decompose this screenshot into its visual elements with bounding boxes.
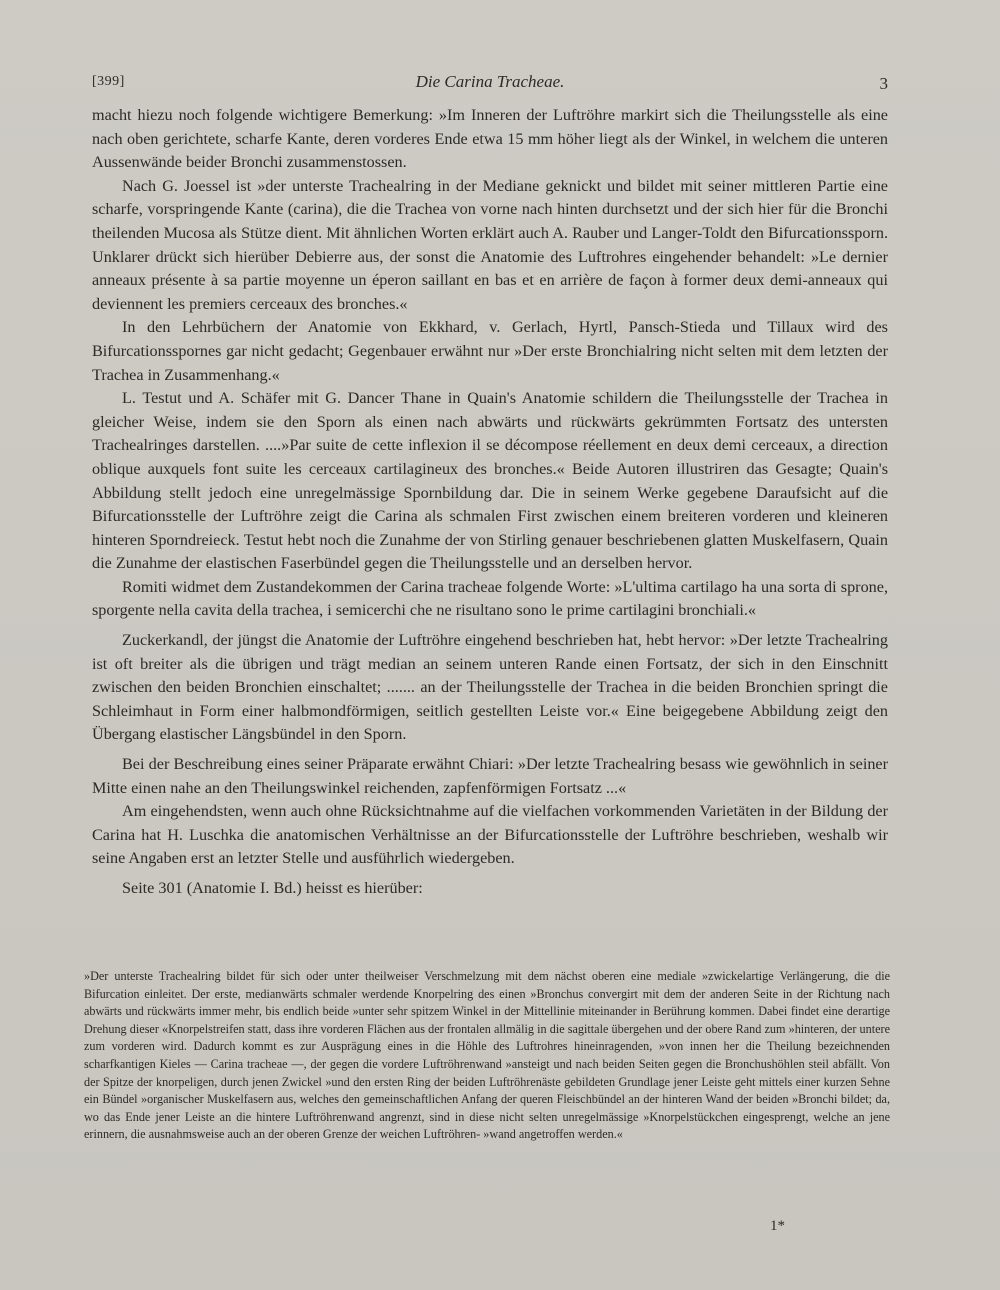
paragraph-6: Zuckerkandl, der jüngst die Anatomie der Luftröhre eingehend beschrieben hat, hebt hervor: »Der letzte Trachealring ist oft breiter als die übrigen und trägt median an seinem unteren Rande einen Fortsatz, der sich in den Einschnitt zwischen den beiden Bronchien einschaltet; ....... an der Theilungsstelle der Trachea in die beiden Bronchien springt die Schleimhaut in Form einer halbmondförmigen, seitlich gestellten Leiste vor.« Eine beigegebene Abbildung zeigt den Übergang elastischer Längsbündel in den Sporn. bbox=[92, 631, 888, 744]
page-reference: [399] bbox=[92, 74, 125, 89]
paragraph-9: Seite 301 (Anatomie I. Bd.) heisst es hierüber: bbox=[122, 879, 423, 897]
paragraph-7: Bei der Beschreibung eines seiner Präparate erwähnt Chiari: »Der letzte Trachealring besass wie gewöhnlich in seiner Mitte einen nahe an den Theilungswinkel reichenden, zapfenförmigen Fortsatz ...« bbox=[92, 755, 888, 797]
signature-mark: 1* bbox=[770, 1218, 785, 1234]
page-number: 3 bbox=[879, 74, 888, 93]
body-text bbox=[92, 104, 888, 901]
paragraph-5: Romiti widmet dem Zustandekommen der Carina tracheae folgende Worte: »L'ultima cartilago ha una sorta di sprone, sporgente nella cavita della trachea, i semicerchi che ne risultano sono le prime cartilagini bronchiali.« bbox=[92, 577, 888, 620]
paragraph-3: In den Lehrbüchern der Anatomie von Ekkhard, v. Gerlach, Hyrtl, Pansch-Stieda und Tillaux wird des Bifurcationsspornes gar nicht gedacht; Gegenbauer erwähnt nur »Der erste Bronchialring nicht selten mit dem letzten der Trachea in Zusammenhang.« bbox=[92, 318, 888, 384]
paragraph-8: Am eingehendsten, wenn auch ohne Rücksichtnahme auf die vielfachen vorkommenden Varietäten in der Bildung der Carina hat H. Luschka die anatomischen Verhältnisse an der Bifurcationsstelle der Luftröhre beschrieben, weshalb wir seine Angaben erst an letzter Stelle und ausführlich wiedergeben. bbox=[92, 802, 888, 868]
block-quote bbox=[84, 968, 890, 1144]
quote-text: »Der unterste Trachealring bildet für sich oder unter theilweiser Verschmelzung mit dem nächst oberen eine mediale »zwickelartige Verlängerung, die die Bifurcation einleitet. Der erste, medianwärts schmaler werdende Knorpelring des einen »Bronchus convergirt mit dem der anderen Seite in der Richtung nach abwärts und rückwärts immer mehr, bis endlich beide »unter sehr spitzem Winkel in der Mittellinie miteinander in Berührung kommen. Dabei findet eine derartige Drehung dieser «Knorpelstreifen statt, dass ihre vorderen Flächen aus der frontalen allmälig in die sagittale übergehen und der obere Rand zum »hinteren, der untere zum vorderen wird. Dadurch kommt es zur Ausprägung eines in die Höhle des Luftrohres hineinragenden, »von innen her die Theilung bezeichnenden scharfkantigen Kieles — Carina tracheae —, der gegen die vordere Luftröhrenwand »ansteigt und nach beiden Seiten gegen die Bronchushöhlen steil abfällt. Von der Spitze der knorpeligen, durch jenen Zwickel »und den ersten Ring der beiden Luftröhrenäste gebildeten Grundlage jener Leiste geht mittels einer kurzen Sehne ein Bündel »organischer Muskelfasern aus, welches den gemeinschaftlichen Anfang der queren Fleischbündel an der hinteren Wand der beiden »Bronchi bildet; da, wo das Ende jener Leiste an die hintere Luftröhrenwand angrenzt, sind in diese nicht selten unregelmässige »Knorpelstückchen eingesprengt, welche an jene erinnern, die ausnahmsweise auch an der oberen Grenze der weichen Luftröhren- »wand angetroffen werden.« bbox=[84, 969, 890, 1142]
paragraph-4: L. Testut und A. Schäfer mit G. Dancer Thane in Quain's Anatomie schildern die Theilungsstelle der Trachea in gleicher Weise, indem sie den Sporn als einen nach abwärts und rückwärts gekrümmten Fortsatz des untersten Trachealringes darstellen. ....»Par suite de cette inflexion il se décompose réellement en deux demi cerceaux, a direction oblique auxquels font suite les cerceaux cartilagineux des bronches.« Beide Autoren illustriren das Gesagte; Quain's Abbildung stellt jedoch eine unregelmässige Spornbildung dar. Die in seinem Werke gegebene Daraufsicht auf die Bifurcationsstelle der Luftröhre zeigt die Carina als schmalen First zwischen einem breiteren vorderen und kleineren hinteren Sporndreieck. Testut hebt noch die Zunahme der von Stirling genauer beschriebenen glatten Muskelfasern, Quain die Zunahme der elastischen Faserbündel gegen die Theilungsstelle und an derselben hervor. bbox=[92, 389, 888, 573]
paragraph-2: Nach G. Joessel ist »der unterste Trachealring in der Mediane geknickt und bildet mit seiner mittleren Partie eine scharfe, vorspringende Kante (carina), die die Trachea von vorne nach hinten durchsetzt und der sich hier für die Bronchi theilenden Mucosa als Stütze dient. Mit ähnlichen Worten erklärt auch A. Rauber und Langer-Toldt den Bifurcationssporn. Unklarer drückt sich hierüber Debierre aus, der sonst die Anatomie des Luftrohres eingehender behandelt: »Le dernier anneaux présente à sa partie moyenne un éperon saillant en bas et en arrière de façon à former deux demi-anneaux qui deviennent les premiers cerceaux des bronches.« bbox=[92, 176, 888, 313]
page-header bbox=[92, 72, 888, 98]
running-title: Die Carina Tracheae. bbox=[415, 72, 565, 91]
paragraph-1: macht hiezu noch folgende wichtigere Bemerkung: »Im Inneren der Luftröhre markirt sich die Theilungsstelle als eine nach oben gerichtete, scharfe Kante, deren vorderes Ende etwa 15 mm höher liegt als der Winkel, in welchem die unteren Aussenwände beider Bronchi zusammenstossen. bbox=[92, 106, 888, 172]
